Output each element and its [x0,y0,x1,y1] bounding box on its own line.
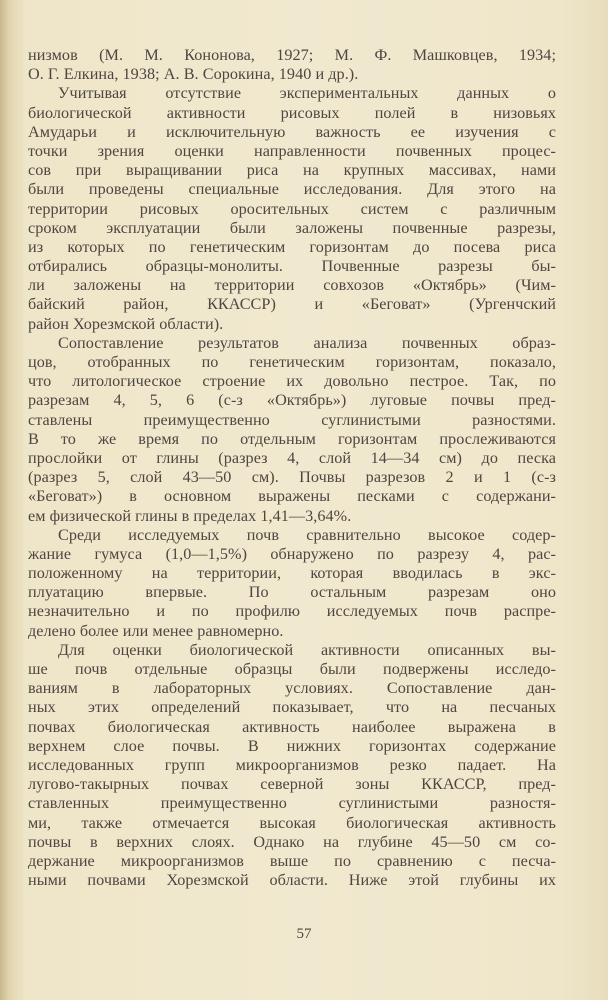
text-line: ставленных преимущественно суглинистыми разностя- [28,794,556,813]
page-number: 57 [296,926,312,942]
text-line: низмов (М. М. Кононова, 1927; М. Ф. Машковцев, 1934; [28,46,556,64]
text-line: Сопоставление результатов анализа почвенных образ- [58,333,556,352]
text-line: точки зрения оценки направленности почвенных процес- [28,141,556,160]
text-line: почвы в верхних слоях. Однако на глубине 45—50 см со- [28,832,556,851]
paragraph [28,84,556,333]
text-line: были проведены специальные исследования. Для этого на [28,180,556,199]
text-line: ми, также отмечается высокая биологическая активность [28,813,556,832]
text-line: сов при выращивании риса на крупных массивах, нами [28,161,556,180]
text-line: биологической активности рисовых полей в низовьях [28,103,556,122]
text-line: О. Г. Елкина, 1938; А. В. Сорокина, 1940 и др.). [28,65,359,84]
text-line: Среди исследуемых почв сравнительно высокое содер- [58,525,556,544]
paragraph [28,334,556,526]
text-line: «Беговат») в основном выражены песками с содержани- [28,487,556,506]
text-line: разрезам 4, 5, 6 (с-з «Октябрь») луговые почвы пред- [28,391,556,410]
text-line: цов, отобранных по генетическим горизонтам, показало, [28,353,556,371]
text-line: жание гумуса (1,0—1,5%) обнаружено по разрезу 4, рас- [28,544,556,563]
text-line: отбирались образцы-монолиты. Почвенные разрезы бы- [28,257,556,276]
text-line: ными почвами Хорезмской области. Ниже этой глубины их [28,871,556,890]
text-line: Для оценки биологической активности описанных вы- [58,640,556,659]
text-line: лугово-такырных почвах северной зоны ККАССР, пред- [28,775,556,794]
text-line: ли заложены на территории совхозов «Октябрь» (Чим- [28,276,556,295]
text-line: незначительно и по профилю исследуемых почв распре- [28,602,556,621]
text-line: держание микроорганизмов выше по сравнению с песча- [28,851,556,870]
text-line: прослойки от глины (разрез 4, слой 14—34 см) до песка [28,448,556,467]
text-line: ем физической глины в пределах 1,41—3,64%. [28,506,352,525]
text-line: территории рисовых оросительных систем с различным [28,199,556,218]
text-line: из которых по генетическим горизонтам до посева риса [28,237,556,256]
paragraph [28,46,556,84]
text-line: байский район, ККАССР) и «Беговат» (Ургенчский [28,295,556,314]
text-line: делено более или менее равномерно. [28,621,284,640]
text-line: район Хорезмской области). [28,314,224,333]
text-line: В то же время по отдельным горизонтам прослеживаются [28,429,556,448]
text-line: Амударьи и исключительную важность ее изучения с [28,122,556,141]
text-line: ваниям в лабораторных условиях. Сопоставление дан- [28,679,556,698]
text-line: положенному на территории, которая вводилась в экс- [28,564,556,583]
text-line: что литологическое строение их довольно пестрое. Так, по [28,372,556,391]
text-line: (разрез 5, слой 43—50 см). Почвы разрезов 2 и 1 (с-з [28,468,556,487]
text-line: ставлены преимущественно суглинистыми разностями. [28,410,556,429]
text-line: плуатацию впервые. По остальным разрезам оно [28,583,556,602]
text-line: ных этих определений показывает, что на песчаных [28,698,556,717]
page-body [28,46,556,890]
text-line: почвах биологическая активность наиболее выражена в [28,717,556,736]
text-line: исследованных групп микроорганизмов резко падает. На [28,755,556,774]
paragraph [28,526,556,641]
paragraph [28,641,556,890]
text-line: верхнем слое почвы. В нижних горизонтах содержание [28,736,556,755]
text-line: Учитывая отсутствие экспериментальных данных о [58,84,556,103]
text-line: сроком эксплуатации были заложены почвенные разрезы, [28,218,556,237]
text-line: ше почв отдельные образцы были подвержены исследо- [28,660,556,678]
